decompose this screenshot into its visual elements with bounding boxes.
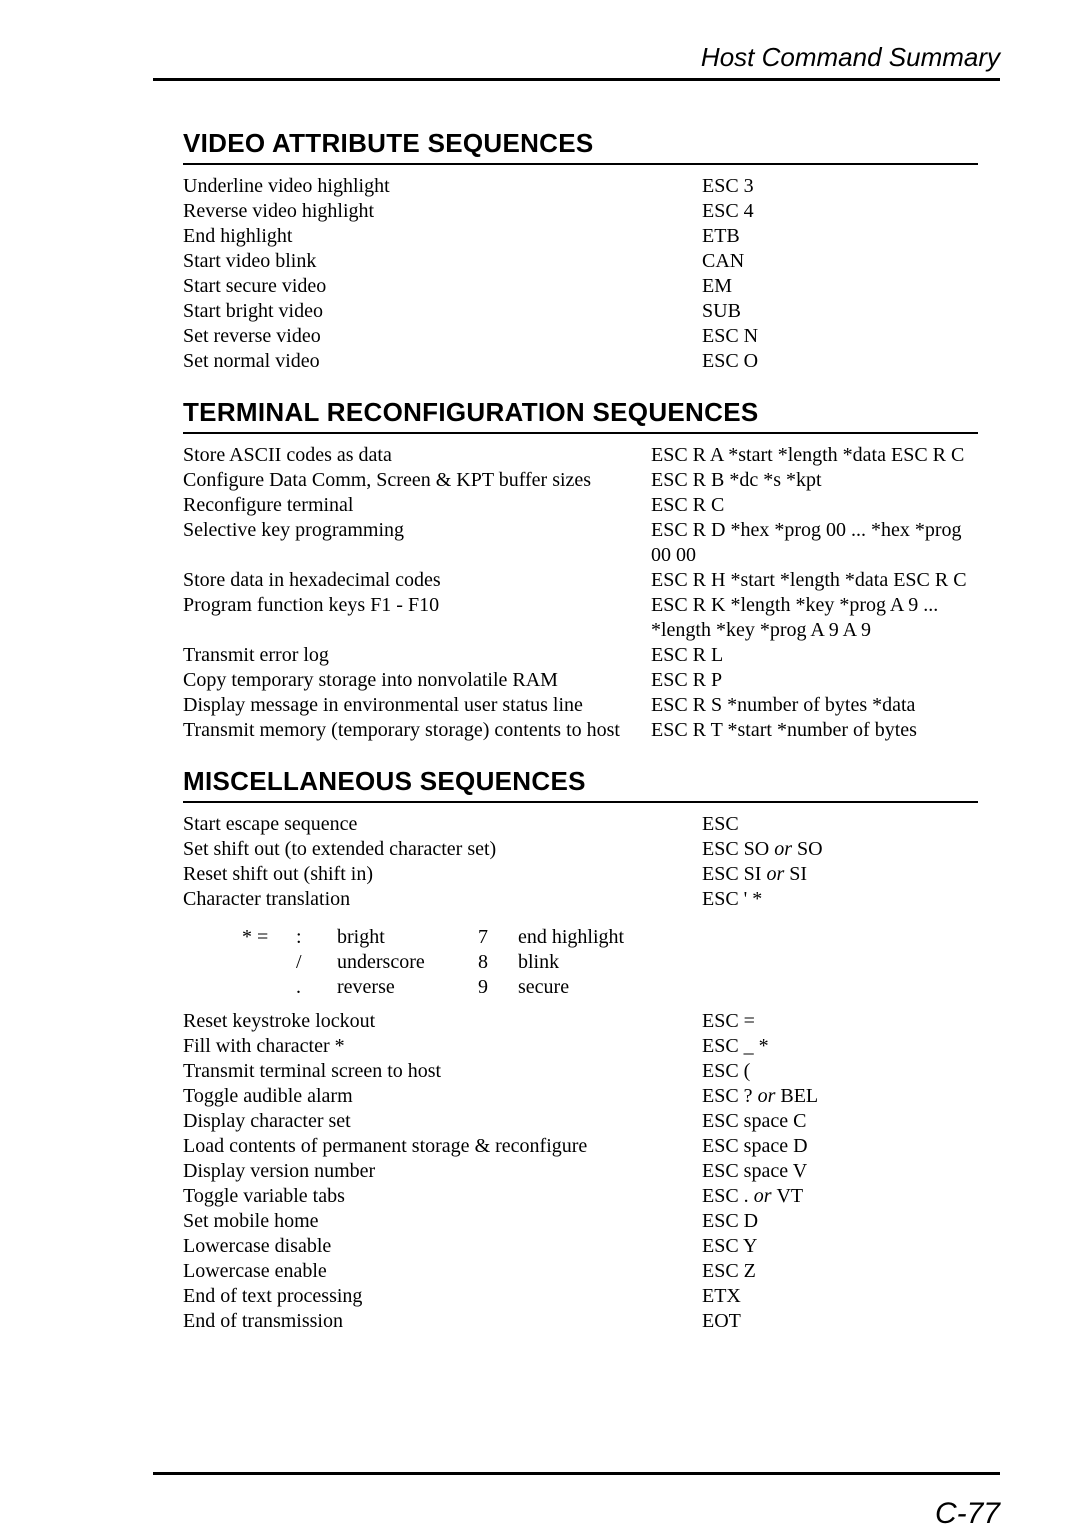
command-description: Set mobile home	[183, 1210, 319, 1232]
code-line: ESC 4	[702, 200, 754, 222]
legend-symbol: :	[296, 926, 302, 948]
section-title: TERMINAL RECONFIGURATION SEQUENCES	[183, 398, 978, 434]
legend-prefix	[242, 975, 296, 1000]
code-line: EM	[702, 275, 732, 297]
page-header	[153, 0, 1000, 81]
command-row	[183, 837, 1000, 862]
command-code	[651, 518, 962, 568]
code-line: EOT	[702, 1310, 741, 1332]
command-code	[702, 887, 762, 912]
command-row	[183, 199, 1000, 224]
code-line: ESC R K *length *key *prog A 9 ...	[651, 594, 939, 616]
command-description: Program function keys F1 - F10	[183, 594, 440, 616]
header-title: Host Command Summary	[700, 42, 1000, 72]
command-code	[651, 468, 822, 493]
command-description: Underline video highlight	[183, 175, 390, 197]
command-row	[183, 468, 1000, 493]
command-row	[183, 518, 1000, 568]
section-video	[183, 129, 1000, 374]
command-row	[183, 1184, 1000, 1209]
command-description: End highlight	[183, 225, 293, 247]
command-code	[702, 1309, 741, 1334]
legend-name: underscore	[337, 951, 425, 973]
legend-name: reverse	[337, 976, 395, 998]
command-row	[183, 1134, 1000, 1159]
command-code	[702, 1084, 818, 1109]
command-code	[702, 324, 758, 349]
sections-container	[153, 129, 1000, 1334]
command-description: Lowercase disable	[183, 1235, 332, 1257]
code-line: ESC (	[702, 1060, 751, 1082]
code-or-keyword: or	[766, 863, 785, 885]
command-code	[651, 718, 917, 743]
legend-digit: 9	[478, 976, 488, 998]
command-row	[183, 1209, 1000, 1234]
legend-row	[242, 950, 1000, 975]
command-code	[702, 837, 823, 862]
code-line: ESC space D	[702, 1135, 808, 1157]
code-line: ESC SI or SI	[702, 863, 808, 885]
command-code	[702, 1059, 750, 1084]
code-line: ESC D	[702, 1210, 759, 1232]
page-footer	[153, 1472, 1000, 1531]
command-rows	[183, 812, 1000, 912]
command-row	[183, 1259, 1000, 1284]
command-code	[702, 224, 740, 249]
code-line: ESC =	[702, 1010, 755, 1032]
command-description: Transmit error log	[183, 644, 329, 666]
legend-digit: 7	[478, 926, 488, 948]
command-description: Reset keystroke lockout	[183, 1010, 376, 1032]
code-line: ESC ? or BEL	[702, 1085, 819, 1107]
command-code	[702, 1209, 758, 1234]
legend-row	[242, 925, 1000, 950]
command-description: Set shift out (to extended character set)	[183, 838, 497, 860]
command-code	[702, 1259, 756, 1284]
command-description: Display message in environmental user status line	[183, 694, 583, 716]
command-row	[183, 1309, 1000, 1334]
command-row	[183, 443, 1000, 468]
command-row	[183, 493, 1000, 518]
code-line: ESC Z	[702, 1260, 756, 1282]
command-code	[651, 493, 724, 518]
command-row	[183, 668, 1000, 693]
command-description: Transmit memory (temporary storage) contents to host	[183, 719, 620, 741]
command-code	[702, 1109, 806, 1134]
command-description: Load contents of permanent storage & reconfigure	[183, 1135, 588, 1157]
command-description: Configure Data Comm, Screen & KPT buffer sizes	[183, 469, 592, 491]
command-row	[183, 224, 1000, 249]
legend-symbol: .	[296, 976, 301, 998]
command-code	[651, 568, 967, 593]
command-description: Start secure video	[183, 275, 327, 297]
section-title: MISCELLANEOUS SEQUENCES	[183, 767, 978, 803]
command-code	[702, 249, 744, 274]
command-description: Fill with character *	[183, 1035, 345, 1057]
command-row	[183, 718, 1000, 743]
command-description: Reconfigure terminal	[183, 494, 354, 516]
command-row	[183, 249, 1000, 274]
command-description: Start bright video	[183, 300, 323, 322]
command-row	[183, 1034, 1000, 1059]
command-code	[651, 668, 722, 693]
command-rows	[183, 443, 1000, 743]
command-description: Start escape sequence	[183, 813, 358, 835]
command-row	[183, 1284, 1000, 1309]
command-row	[183, 862, 1000, 887]
code-or-keyword: or	[757, 1085, 776, 1107]
section-title: VIDEO ATTRIBUTE SEQUENCES	[183, 129, 978, 165]
code-line: ESC R A *start *length *data ESC R C	[651, 444, 965, 466]
command-description: Display version number	[183, 1160, 376, 1182]
code-line: ESC SO or SO	[702, 838, 823, 860]
page-number: C-77	[934, 1497, 1000, 1530]
legend-name: bright	[337, 926, 385, 948]
code-line: *length *key *prog A 9 A 9	[651, 619, 871, 641]
command-code	[702, 1234, 757, 1259]
command-code	[702, 1284, 741, 1309]
command-code	[651, 593, 938, 643]
command-code	[702, 812, 739, 837]
code-line: ESC ' *	[702, 888, 763, 910]
command-description: Transmit terminal screen to host	[183, 1060, 442, 1082]
command-description: Reverse video highlight	[183, 200, 375, 222]
command-description: Store data in hexadecimal codes	[183, 569, 441, 591]
command-row	[183, 1084, 1000, 1109]
legend-name2: end highlight	[518, 926, 625, 948]
code-or-keyword: or	[753, 1185, 772, 1207]
command-row	[183, 174, 1000, 199]
legend-prefix	[242, 950, 296, 975]
code-line: ESC R C	[651, 494, 725, 516]
code-line: ESC R H *start *length *data ESC R C	[651, 569, 967, 591]
code-line: ETB	[702, 225, 740, 247]
legend-symbol: /	[296, 951, 302, 973]
command-description: Display character set	[183, 1110, 351, 1132]
command-code	[702, 1184, 803, 1209]
section-terminal	[183, 398, 1000, 743]
command-row	[183, 568, 1000, 593]
command-row	[183, 1009, 1000, 1034]
command-row	[183, 324, 1000, 349]
command-description: End of transmission	[183, 1310, 343, 1332]
code-line: ESC . or VT	[702, 1185, 804, 1207]
command-row	[183, 1159, 1000, 1184]
command-code	[651, 443, 964, 468]
command-code	[702, 1159, 807, 1184]
code-line: ESC _ *	[702, 1035, 769, 1057]
code-line: ESC	[702, 813, 739, 835]
code-line: ESC R B *dc *s *kpt	[651, 469, 822, 491]
legend-row	[242, 975, 1000, 1000]
command-description: Lowercase enable	[183, 1260, 327, 1282]
command-description: End of text processing	[183, 1285, 363, 1307]
command-description: Character translation	[183, 888, 351, 910]
command-code	[702, 1134, 808, 1159]
command-description: Store ASCII codes as data	[183, 444, 392, 466]
code-line: ESC O	[702, 350, 759, 372]
code-line: ESC N	[702, 325, 759, 347]
section-misc	[183, 767, 1000, 1334]
command-code	[702, 299, 741, 324]
legend-prefix: * =	[242, 926, 269, 948]
command-row	[183, 693, 1000, 718]
command-description: Set normal video	[183, 350, 320, 372]
command-row	[183, 1109, 1000, 1134]
command-description: Selective key programming	[183, 519, 405, 541]
code-line: ESC Y	[702, 1235, 758, 1257]
command-row	[183, 299, 1000, 324]
command-rows	[183, 174, 1000, 374]
command-row	[183, 1234, 1000, 1259]
command-row	[183, 349, 1000, 374]
command-description: Copy temporary storage into nonvolatile RAM	[183, 669, 558, 691]
legend-name2: blink	[518, 951, 560, 973]
command-code	[651, 643, 723, 668]
code-line: 00 00	[651, 544, 696, 566]
code-line: ESC 3	[702, 175, 754, 197]
code-line: ETX	[702, 1285, 741, 1307]
legend-name2: secure	[518, 976, 570, 998]
command-row	[183, 593, 1000, 643]
asterisk-legend	[242, 925, 1000, 1000]
command-row	[183, 1059, 1000, 1084]
code-line: ESC R S *number of bytes *data	[651, 694, 916, 716]
command-rows	[183, 1009, 1000, 1334]
command-row	[183, 812, 1000, 837]
command-code	[702, 199, 754, 224]
command-code	[702, 174, 754, 199]
command-row	[183, 887, 1000, 912]
code-line: ESC R P	[651, 669, 723, 691]
command-code	[702, 1009, 755, 1034]
command-code	[702, 274, 732, 299]
page-content	[153, 0, 1000, 1334]
command-description: Toggle audible alarm	[183, 1085, 353, 1107]
command-code	[651, 693, 915, 718]
command-description: Reset shift out (shift in)	[183, 863, 373, 885]
legend-digit: 8	[478, 951, 488, 973]
code-line: ESC R T *start *number of bytes	[651, 719, 917, 741]
code-line: SUB	[702, 300, 741, 322]
code-line: ESC R D *hex *prog 00 ... *hex *prog	[651, 519, 962, 541]
command-description: Start video blink	[183, 250, 317, 272]
command-description: Toggle variable tabs	[183, 1185, 345, 1207]
code-line: ESC space C	[702, 1110, 807, 1132]
code-line: ESC space V	[702, 1160, 808, 1182]
command-row	[183, 274, 1000, 299]
code-or-keyword: or	[774, 838, 793, 860]
code-line: ESC R L	[651, 644, 724, 666]
command-row	[183, 643, 1000, 668]
code-line: CAN	[702, 250, 745, 272]
command-code	[702, 1034, 769, 1059]
command-code	[702, 862, 807, 887]
command-description: Set reverse video	[183, 325, 321, 347]
command-code	[702, 349, 758, 374]
